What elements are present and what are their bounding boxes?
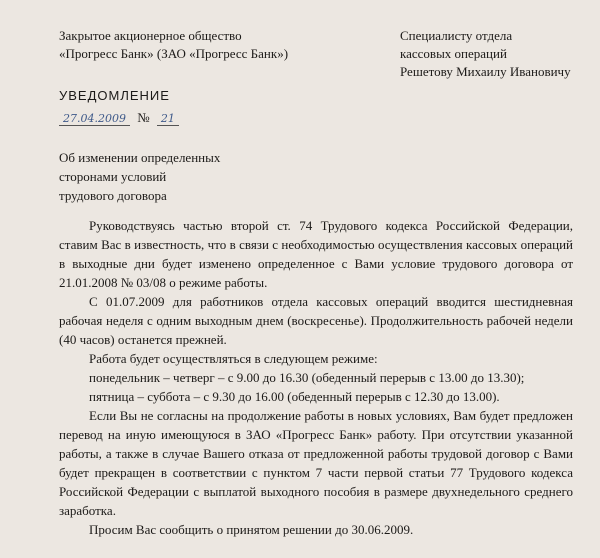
document-title: УВЕДОМЛЕНИЕ	[59, 88, 170, 103]
body-paragraph-3: Работа будет осуществляться в следующем режиме:	[89, 351, 378, 366]
addressee-line-2: кассовых операций	[400, 46, 507, 61]
number-sign: №	[137, 110, 150, 125]
addressee-block	[400, 27, 571, 81]
document-subject	[59, 148, 220, 205]
subject-line-1: Об изменении определенных	[59, 150, 221, 165]
subject-line-3: трудового договора	[59, 188, 167, 203]
addressee-line-3: Решетову Михаилу Ивановичу	[400, 64, 571, 79]
subject-line-2: сторонами условий	[59, 169, 167, 184]
body-paragraph-4: Если Вы не согласны на продолжение работы в новых условиях, Вам будет предложен перевод на иную имеющуюся в ЗАО «Прогресс Банк» работу. При отсутствии указанной работы, а также в случае Вашего отказа от предложенной работы трудовой договор с Вами будет прекращен в соответствии с пунктом 7 части первой статьи 77 Трудового кодекса Российской Федерации с выплатой выходного пособия в размере двухнедельного среднего заработка.	[59, 408, 573, 518]
sender-line-1: Закрытое акционерное общество	[59, 28, 242, 43]
schedule-weekdays: понедельник – четверг – с 9.00 до 16.30 (обеденный перерыв с 13.00 до 13.30);	[89, 370, 525, 385]
body-paragraph-5: Просим Вас сообщить о принятом решении до 30.06.2009.	[89, 522, 414, 537]
sender-organization	[59, 27, 288, 63]
body-paragraph-1: Руководствуясь частью второй ст. 74 Трудового кодекса Российской Федерации, ставим Вас в известность, что в связи с необходимостью осуществления кассовых операций в выходные дни будет изменено определенное с Вами условие трудового договора от 21.01.2008 № 03/08 о режиме работы.	[59, 218, 573, 290]
document-body	[59, 216, 573, 539]
schedule-weekend: пятница – суббота – с 9.30 до 16.00 (обеденный перерыв с 12.30 до 13.00).	[89, 389, 500, 404]
document-number: 21	[157, 112, 179, 126]
document-date: 27.04.2009	[59, 112, 130, 126]
addressee-line-1: Специалисту отдела	[400, 28, 513, 43]
body-paragraph-2: С 01.07.2009 для работников отдела кассовых операций вводится шестидневная рабочая неделя с одним выходным днем (воскресенье). Продолжительность рабочей недели (40 часов) останется прежней.	[59, 294, 573, 347]
sender-line-2: «Прогресс Банк» (ЗАО «Прогресс Банк»)	[59, 46, 289, 61]
document-date-number	[59, 110, 179, 126]
